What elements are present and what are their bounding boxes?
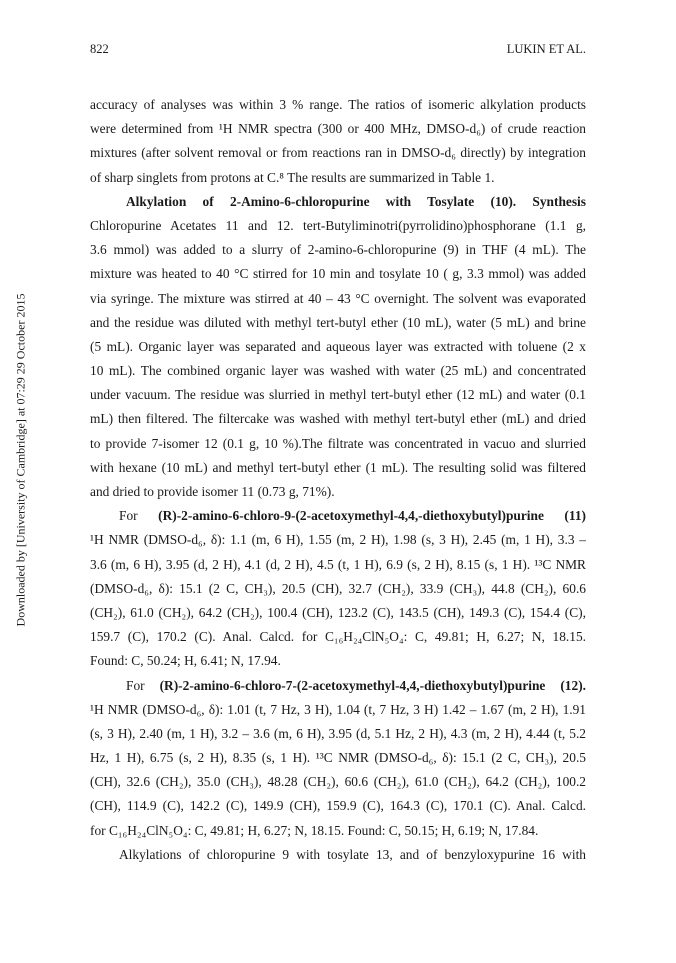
text-line: (CH), 114.9 (C), 142.2 (C), 149.9 (CH), 159.9 (C), 164.3 (C), 170.1 (C). Anal. Calcd. — [90, 798, 586, 814]
paragraph-compound-12 — [90, 674, 586, 843]
text-line: mixture was heated to 40 °C stirred for 10 min and tosylate 10 ( g, 3.3 mmol) was added — [90, 266, 586, 282]
text-line: 3.6 mmol) was added to a slurry of 2-amino-6-chloropurine (9) in THF (4 mL). The — [90, 242, 586, 258]
text-line: to provide 7-isomer 12 (0.1 g, 10 %).The filtrate was concentrated in vacuo and slurried — [90, 435, 586, 451]
download-stamp-text: Downloaded by [University of Cambridge] at 07:29 29 October 2015 — [13, 293, 28, 627]
page-header — [90, 42, 586, 60]
paragraph-analysis — [90, 93, 586, 190]
page-number: 822 — [90, 42, 109, 56]
text-line: ¹H NMR (DMSO-d₆, δ): 1.1 (m, 6 H), 1.55 (m, 2 H), 1.98 (s, 3 H), 2.45 (m, 1 H), 3.3 – — [90, 532, 586, 548]
paragraph-compound-11 — [90, 504, 586, 673]
text-line: were determined from ¹H NMR spectra (300 or 400 MHz, DMSO-d₆) of crude reaction — [90, 121, 586, 137]
text-line: 159.7 (C), 170.2 (C). Anal. Calcd. for C₁₆H₂₄ClN₅O₄: C, 49.81; H, 6.27; N, 18.15. — [90, 629, 586, 645]
text-line: accuracy of analyses was within 3 % range. The ratios of isomeric alkylation products — [90, 97, 586, 112]
text-line: (DMSO-d₆, δ): 15.1 (2 C, CH₃), 20.5 (CH), 32.7 (CH₂), 33.9 (CH₃), 44.8 (CH₂), 60.6 — [90, 580, 586, 596]
text-line: for C₁₆H₂₄ClN₅O₄: C, 49.81; H, 6.27; N, 18.15. Found: C, 50.15; H, 6.19; N, 17.84. — [90, 822, 539, 838]
text-line: Hz, 1 H), 6.75 (s, 2 H), 8.35 (s, 1 H). ¹³C NMR (DMSO-d₆, δ): 15.1 (2 C, CH₃), 20.5 — [90, 750, 586, 766]
compound-heading: For (R)-2-amino-6-chloro-7-(2-acetoxymethyl-4,4,-diethoxybutyl)purine (12). — [126, 677, 586, 693]
text-line: with hexane (10 mL) and methyl tert-butyl ether (1 mL). The resulting solid was filtered — [90, 459, 586, 475]
text-line: via syringe. The mixture was stirred at 40 – 43 °C overnight. The solvent was evaporated — [90, 290, 586, 306]
paragraph-alkylation — [90, 190, 586, 504]
compound-heading: For (R)-2-amino-6-chloro-9-(2-acetoxymethyl-4,4,-diethoxybutyl)purine (11) — [119, 508, 586, 524]
text-line: (5 mL). Organic layer was separated and aqueous layer was extracted with toluene (2 x — [90, 338, 586, 354]
text-line: under vacuum. The residue was slurried in methyl tert-butyl ether (12 mL) and water (0.1 — [90, 387, 586, 403]
text-line: Alkylations of chloropurine 9 with tosylate 13, and of benzyloxypurine 16 with — [119, 846, 586, 862]
text-line: 10 mL). The combined organic layer was washed with water (25 mL) and concentrated — [90, 363, 586, 379]
text-line: mixtures (after solvent removal or from reactions ran in DMSO-d₆ directly) by integration — [90, 145, 586, 161]
text-line: and the residue was diluted with methyl tert-butyl ether (10 mL), water (5 mL) and brine — [90, 314, 586, 330]
article-body — [90, 93, 586, 867]
text-line: and dried to provide isomer 11 (0.73 g, 71%). — [90, 484, 335, 499]
paragraph-alkylations — [90, 843, 586, 867]
section-heading: Alkylation of 2-Amino-6-chloropurine with Tosylate (10). Synthesis — [126, 193, 586, 209]
text-line: of sharp singlets from protons at C.⁸ The results are summarized in Table 1. — [90, 169, 495, 185]
text-line: ¹H NMR (DMSO-d₆, δ): 1.01 (t, 7 Hz, 3 H), 1.04 (t, 7 Hz, 3 H) 1.42 – 1.67 (m, 2 H), 1.91 — [90, 701, 586, 717]
text-line: mL) then filtered. The filtercake was washed with methyl tert-butyl ether (mL) and dried — [90, 411, 586, 427]
text-line: 3.6 (m, 6 H), 3.95 (d, 2 H), 4.1 (d, 2 H), 4.5 (t, 1 H), 6.9 (s, 2 H), 8.15 (s, 1 H). ¹³C NMR — [90, 556, 586, 572]
download-stamp — [14, 200, 28, 720]
running-head: LUKIN ET AL. — [506, 42, 586, 56]
text-line: Chloropurine Acetates 11 and 12. tert-Butyliminotri(pyrrolidino)phosphorane (1.1 g, — [90, 217, 586, 233]
text-line: (s, 3 H), 2.40 (m, 1 H), 3.2 – 3.6 (m, 6 H), 3.95 (d, 5.1 Hz, 2 H), 4.3 (m, 2 H), 4.44 (t, 5.2 — [90, 725, 586, 741]
text-line: (CH₂), 61.0 (CH₂), 64.2 (CH₂), 100.4 (CH), 123.2 (C), 143.5 (CH), 149.3 (C), 154.4 (C), — [90, 604, 586, 620]
text-line: (CH), 32.6 (CH₂), 35.0 (CH₃), 48.28 (CH₂), 60.6 (CH₂), 61.0 (CH₂), 64.2 (CH₂), 100.2 — [90, 774, 586, 790]
text-line: Found: C, 50.24; H, 6.41; N, 17.94. — [90, 653, 281, 669]
